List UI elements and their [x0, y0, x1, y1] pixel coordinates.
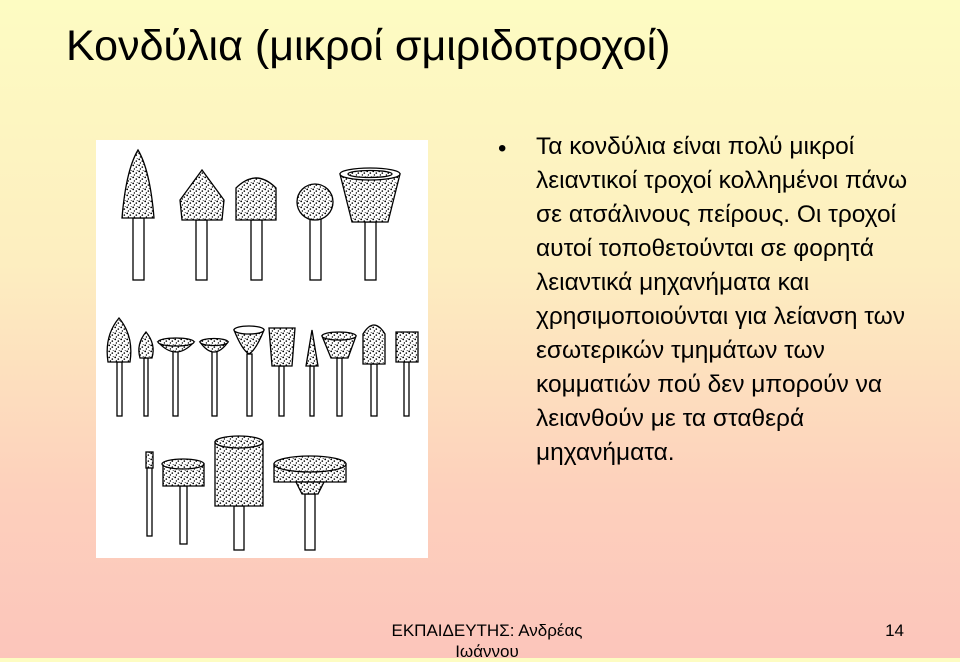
- row-2: [107, 318, 418, 416]
- bullet-text: Τα κονδύλια είναι πολύ μικροί λειαντικοί τροχοί κολλημένοι πάνω σε ατσάλινους πείρους. Οι τροχοί αυτοί τοποθετούνται σε φορητά λειαντικά μηχανήματα και χρησιμοποιούνται για λείανση των εσωτερικών τμημάτων των κομματιών πού δεν μπορούν να λειανθούν με τα σταθερά μηχανήματα.: [536, 133, 908, 466]
- row-1: [122, 150, 400, 280]
- bullet-marker: •: [498, 135, 507, 162]
- mounted-points-figure: [96, 140, 428, 558]
- page-number: 14: [885, 621, 904, 640]
- footer-author: ΕΚΠΑΙΔΕΥΤΗΣ: Ανδρέας Ιωάννου: [391, 621, 583, 661]
- slide-title: Κονδύλια (μικροί σμιριδοτροχοί): [66, 22, 671, 70]
- row-3: [146, 436, 346, 550]
- mounted-points-illustration-icon: [96, 140, 428, 558]
